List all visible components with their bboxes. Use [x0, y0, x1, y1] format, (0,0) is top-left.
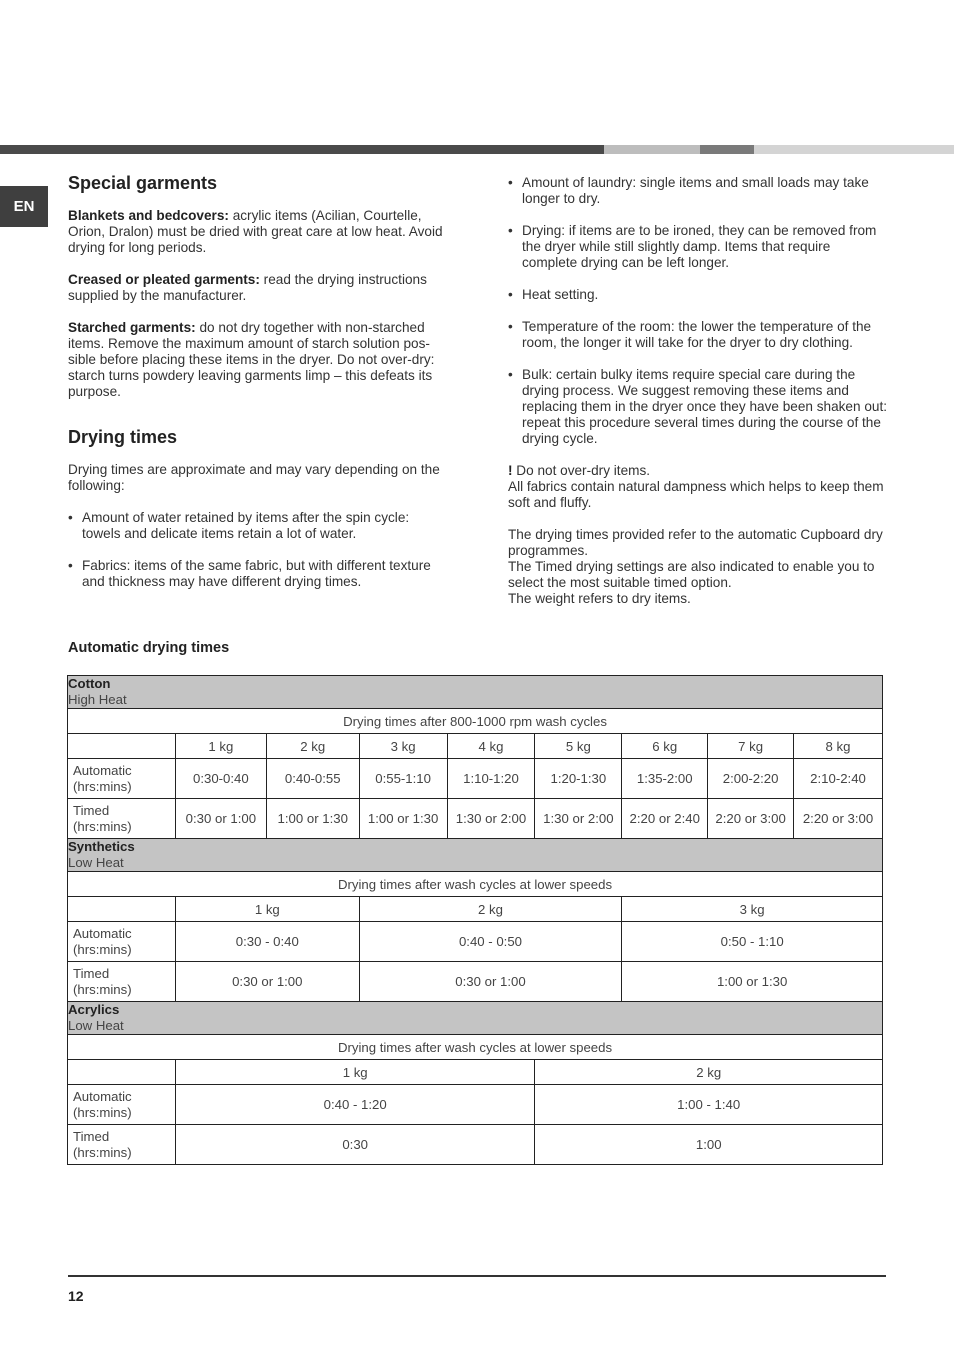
row-label-unit: (hrs:mins): [73, 941, 132, 957]
warning-text: Do not over-dry items.: [512, 463, 651, 478]
acrylics-automatic-row: [68, 1085, 883, 1125]
weight-cell: 1 kg: [175, 734, 266, 759]
row-label-unit: (hrs:mins): [73, 818, 132, 834]
creased-label: Creased or pleated garments:: [68, 272, 260, 287]
warning-detail: All fabrics contain natural dampness which helps to keep them soft and fluffy.: [508, 479, 884, 510]
row-label-unit: (hrs:mins): [73, 981, 132, 997]
drying-times-table: [67, 675, 883, 1165]
list-item: • Temperature of the room: the lower the temperature of the room, the longer it will take for the dryer to dry clothing.: [508, 319, 888, 351]
blankets-paragraph: [68, 208, 448, 256]
cotton-timed-row: [68, 799, 883, 839]
acrylics-weights-row: [68, 1060, 883, 1085]
weight-cell: 6 kg: [622, 734, 708, 759]
time-cell: 1:10-1:20: [447, 759, 535, 799]
row-label-unit: (hrs:mins): [73, 1104, 132, 1120]
acrylics-heat: Low Heat: [68, 1018, 124, 1033]
time-cell: 0:55-1:10: [359, 759, 447, 799]
synthetics-heat: Low Heat: [68, 855, 124, 870]
left-column: [68, 172, 448, 590]
list-item: • Bulk: certain bulky items require special care during the drying process. We suggest removing these items and replacing them in the dryer once they have been shaken out: repeat this procedure several times during the course of the drying cycle.: [508, 367, 888, 447]
time-cell: 0:30: [175, 1125, 535, 1165]
language-tab: EN: [0, 186, 48, 227]
right-column: [508, 175, 888, 607]
starched-label: Starched garments:: [68, 320, 196, 335]
warning-line: [508, 463, 888, 479]
list-item: • Heat setting.: [508, 287, 888, 303]
weight-cell: 2 kg: [535, 1060, 883, 1085]
list-item: • Fabrics: items of the same fabric, but with different texture and thickness may have different drying times.: [68, 558, 448, 590]
synthetics-section-header: [68, 839, 883, 872]
time-cell: 0:40 - 1:20: [175, 1085, 535, 1125]
special-garments-title: Special garments: [68, 173, 218, 193]
row-label-unit: (hrs:mins): [73, 1144, 132, 1160]
cotton-section-header: [68, 676, 883, 709]
cotton-caption-row: [68, 709, 883, 734]
blankets-text: acrylic items (Acilian, Courtelle, Orion, Dralon) must be dried with great care at low heat. Avoid drying for long periods.: [68, 208, 443, 255]
row-label: [68, 1085, 176, 1125]
header-color-bar: [0, 145, 954, 154]
weight-cell: 2 kg: [266, 734, 359, 759]
time-cell: 1:20-1:30: [535, 759, 622, 799]
empty-cell: [68, 734, 176, 759]
synthetics-name: Synthetics: [68, 839, 135, 854]
time-cell: 0:30-0:40: [175, 759, 266, 799]
warning-icon: !: [508, 463, 513, 478]
drying-factors-list-continued: [508, 175, 888, 447]
blankets-label: Blankets and bedcovers:: [68, 208, 229, 223]
acrylics-timed-row: [68, 1125, 883, 1165]
time-cell: 1:00 or 1:30: [359, 799, 447, 839]
time-cell: 0:30 or 1:00: [175, 799, 266, 839]
time-cell: 2:10-2:40: [794, 759, 883, 799]
weight-cell: 7 kg: [708, 734, 794, 759]
synthetics-timed-row: [68, 962, 883, 1002]
time-cell: 0:50 - 1:10: [622, 922, 883, 962]
weight-cell: 3 kg: [359, 734, 447, 759]
cotton-weights-row: [68, 734, 883, 759]
starched-text: do not dry together with non-starched items. Remove the maximum amount of starch solution pos-sible before placing these items in the dryer. Do not over-dry: starch turns powdery leaving garments limp – this defeats its purpose.: [68, 320, 435, 399]
time-cell: 1:00 - 1:40: [535, 1085, 883, 1125]
info-weight: The weight refers to dry items.: [508, 591, 691, 606]
weight-cell: 5 kg: [535, 734, 622, 759]
row-label-line: Timed: [73, 802, 110, 818]
synthetics-automatic-row: [68, 922, 883, 962]
table-title: Automatic drying times: [68, 640, 230, 656]
info-timed: The Timed drying settings are also indicated to enable you to select the most suitable timed option.: [508, 559, 875, 590]
synthetics-caption: Drying times after wash cycles at lower speeds: [68, 872, 883, 897]
row-label: [68, 759, 176, 799]
time-cell: 0:30 or 1:00: [359, 962, 622, 1002]
time-cell: 1:00 or 1:30: [622, 962, 883, 1002]
row-label-line: Automatic: [73, 925, 132, 941]
time-cell: 0:30 or 1:00: [175, 962, 359, 1002]
cotton-automatic-row: [68, 759, 883, 799]
row-label: [68, 1125, 176, 1165]
creased-paragraph: [68, 272, 448, 304]
header-bar-segment: [0, 145, 604, 154]
info-automatic: The drying times provided refer to the automatic Cupboard dry programmes.: [508, 527, 883, 558]
header-bar-segment: [754, 145, 954, 154]
row-label-unit: (hrs:mins): [73, 778, 132, 794]
row-label-line: Timed: [73, 1128, 110, 1144]
time-cell: 2:20 or 3:00: [708, 799, 794, 839]
page-number: 12: [68, 1288, 84, 1304]
time-cell: 1:30 or 2:00: [535, 799, 622, 839]
weight-cell: 2 kg: [359, 897, 622, 922]
creased-text: read the drying instructions supplied by the manufacturer.: [68, 272, 427, 303]
empty-cell: [68, 897, 176, 922]
cotton-name: Cotton: [68, 676, 111, 691]
header-bar-segment: [700, 145, 754, 154]
row-label-line: Automatic: [73, 1088, 132, 1104]
time-cell: 1:00: [535, 1125, 883, 1165]
drying-intro: Drying times are approximate and may vary depending on the following:: [68, 462, 440, 493]
time-cell: 0:40-0:55: [266, 759, 359, 799]
drying-times-title: Drying times: [68, 427, 178, 447]
cotton-caption: Drying times after 800-1000 rpm wash cycles: [68, 709, 883, 734]
time-cell: 2:20 or 2:40: [622, 799, 708, 839]
time-cell: 2:20 or 3:00: [794, 799, 883, 839]
acrylics-caption-row: [68, 1035, 883, 1060]
time-cell: 0:30 - 0:40: [175, 922, 359, 962]
weight-cell: 4 kg: [447, 734, 535, 759]
row-label-line: Automatic: [73, 762, 132, 778]
weight-cell: 1 kg: [175, 1060, 535, 1085]
weight-cell: 3 kg: [622, 897, 883, 922]
time-cell: 2:00-2:20: [708, 759, 794, 799]
starched-paragraph: [68, 320, 448, 400]
weight-cell: 8 kg: [794, 734, 883, 759]
synthetics-weights-row: [68, 897, 883, 922]
acrylics-section-header: [68, 1002, 883, 1035]
list-item: • Amount of water retained by items after the spin cycle: towels and delicate items retain a lot of water.: [68, 510, 448, 542]
header-bar-segment: [604, 145, 700, 154]
synthetics-caption-row: [68, 872, 883, 897]
row-label: [68, 922, 176, 962]
footer-rule: [68, 1275, 886, 1277]
row-label: [68, 962, 176, 1002]
cotton-heat: High Heat: [68, 692, 127, 707]
time-cell: 1:35-2:00: [622, 759, 708, 799]
time-cell: 1:00 or 1:30: [266, 799, 359, 839]
empty-cell: [68, 1060, 176, 1085]
row-label-line: Timed: [73, 965, 110, 981]
list-item: • Drying: if items are to be ironed, they can be removed from the dryer while still slightly damp. Items that require complete drying can be left longer.: [508, 223, 888, 271]
drying-factors-list: [68, 510, 448, 590]
weight-cell: 1 kg: [175, 897, 359, 922]
list-item: • Amount of laundry: single items and small loads may take longer to dry.: [508, 175, 888, 207]
time-cell: 0:40 - 0:50: [359, 922, 622, 962]
time-cell: 1:30 or 2:00: [447, 799, 535, 839]
row-label: [68, 799, 176, 839]
acrylics-caption: Drying times after wash cycles at lower speeds: [68, 1035, 883, 1060]
acrylics-name: Acrylics: [68, 1002, 120, 1017]
